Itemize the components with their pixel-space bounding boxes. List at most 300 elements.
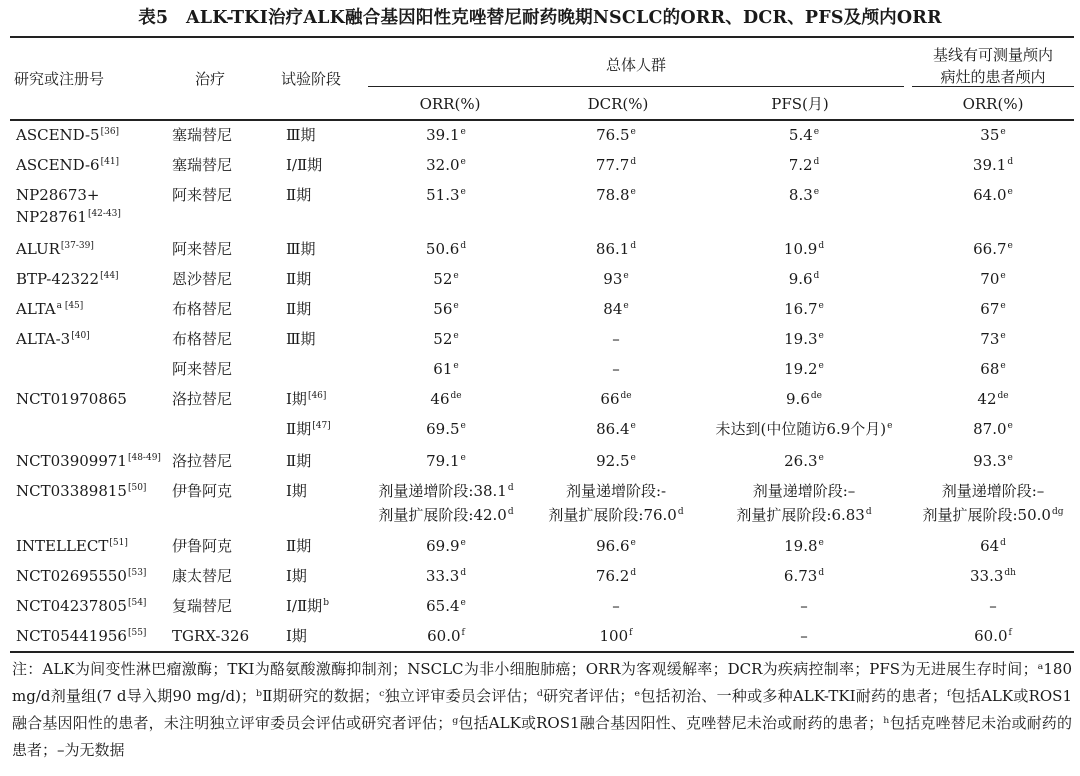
table-cell-dcr-footnote-mark: de xyxy=(620,391,632,401)
table-cell-drug-text: 塞瑞替尼 xyxy=(172,156,233,174)
table-cell-pfs-footnote-mark: e xyxy=(818,301,824,311)
table-cell-brain-footnote-mark: e xyxy=(1007,421,1013,431)
table-cell-drug-text: 恩沙替尼 xyxy=(172,270,233,288)
table-cell-study xyxy=(16,595,166,617)
table-cell-orr xyxy=(360,418,532,440)
table-cell-orr-footnote-mark: d xyxy=(507,483,514,493)
table-cell-study xyxy=(16,238,166,260)
table-cell-brain-text: 39.1 xyxy=(972,156,1007,174)
table-cell-study-footnote-mark: [44] xyxy=(100,271,119,281)
table-cell-pfs-footnote-mark: d xyxy=(813,157,820,167)
table-cell-phase-text: Ⅱ期 xyxy=(286,537,312,555)
table-cell-study-footnote-mark: [36] xyxy=(100,127,120,137)
table-cell-orr xyxy=(360,625,532,647)
table-cell-study xyxy=(16,450,166,472)
bottom-rule xyxy=(10,651,1074,653)
table-cell-phase-text: Ⅰ/Ⅱ期 xyxy=(286,156,323,174)
table-cell-study-footnote-mark: [53] xyxy=(127,568,147,578)
table-cell-dcr xyxy=(530,298,702,320)
table-cell-phase-footnote-mark: [47] xyxy=(312,421,331,431)
table-cell-dcr-line2 xyxy=(530,504,702,526)
table-cell-phase-text: Ⅱ期 xyxy=(286,300,312,318)
table-cell-orr-text: 61 xyxy=(433,360,453,378)
table-cell-dcr-text: 76.2 xyxy=(595,567,630,585)
table-cell-pfs-text: 6.73 xyxy=(783,567,818,585)
table-cell-dcr-text: 96.6 xyxy=(596,537,630,555)
table-cell-study-text: ALUR xyxy=(16,240,60,258)
table-cell-pfs xyxy=(700,535,908,557)
table-cell-brain-footnote-mark: e xyxy=(1000,271,1006,281)
header-dcr: DCR(%) xyxy=(587,95,649,113)
table-cell-study-footnote-mark: [48-49] xyxy=(127,453,161,463)
table-cell-brain-text: – xyxy=(989,597,997,615)
table-cell-brain xyxy=(908,625,1078,647)
table-cell-dcr-text: – xyxy=(612,360,620,378)
table-cell-study xyxy=(16,328,166,350)
table-cell-pfs-footnote-mark: de xyxy=(810,391,822,401)
table-cell-pfs-footnote-mark: e xyxy=(887,421,893,431)
table-cell-brain-text: 64 xyxy=(980,537,1000,555)
table-cell-study xyxy=(16,298,166,320)
table-cell-dcr-footnote-mark: d xyxy=(630,157,637,167)
table-cell-brain xyxy=(908,450,1078,472)
table-cell-drug-text: 康太替尼 xyxy=(172,567,233,585)
table-cell-pfs-text: 9.6 xyxy=(786,390,810,408)
table-cell-pfs-footnote-mark: e xyxy=(813,187,820,197)
table-cell-brain-text: 70 xyxy=(980,270,1000,288)
table-cell-drug xyxy=(172,298,252,320)
table-cell-dcr xyxy=(530,450,702,472)
header-brain-line2: 病灶的患者颅内 xyxy=(940,68,1046,86)
table-cell-brain-footnote-mark: d xyxy=(1000,538,1006,548)
table-cell-brain-text: 93.3 xyxy=(973,452,1007,470)
table-cell-dcr-text: – xyxy=(612,597,620,615)
table-cell-pfs-text: 19.3 xyxy=(784,330,818,348)
table-cell-study-text: NCT05441956 xyxy=(16,627,127,645)
table-cell-drug xyxy=(172,124,252,146)
table-cell-brain-footnote-mark: e xyxy=(1000,331,1006,341)
table-cell-phase-text: Ⅲ期 xyxy=(286,126,316,144)
table-cell-brain-footnote-mark: dh xyxy=(1004,568,1016,578)
table-cell-pfs-text: 7.2 xyxy=(788,156,813,174)
table-cell-orr xyxy=(360,298,532,320)
table-cell-dcr-footnote-mark: e xyxy=(630,187,636,197)
table-cell-drug-text: 伊鲁阿克 xyxy=(172,537,233,555)
table-cell-brain-text: 33.3 xyxy=(970,567,1004,585)
table-cell-brain-footnote-mark: de xyxy=(997,391,1009,401)
table-cell-drug-text: 洛拉替尼 xyxy=(172,390,233,408)
table-cell-brain-text: 42 xyxy=(977,390,997,408)
table-cell-drug xyxy=(172,328,252,350)
table-cell-brain xyxy=(908,124,1078,146)
table-cell-orr xyxy=(360,268,532,290)
table-cell-dcr-footnote-mark: e xyxy=(623,271,629,281)
table-cell-study-text: BTP-42322 xyxy=(16,270,100,288)
table-cell-study-text: NCT04237805 xyxy=(16,597,127,615)
table-cell-phase-text: Ⅰ/Ⅱ期 xyxy=(286,597,323,615)
table-cell-orr-footnote-mark: e xyxy=(460,421,466,431)
table-cell-study-footnote-mark: [40] xyxy=(71,331,90,341)
table-cell-pfs-footnote-mark: d xyxy=(818,241,825,251)
table-cell-pfs-text: 19.8 xyxy=(784,537,818,555)
table-cell-pfs-line2-text: 剂量扩展阶段:6.83 xyxy=(736,506,865,524)
table-cell-phase-text: Ⅱ期 xyxy=(286,270,312,288)
table-cell-brain xyxy=(908,418,1078,440)
table-cell-phase-text: Ⅰ期 xyxy=(286,567,307,585)
table-cell-brain xyxy=(908,298,1078,320)
table-cell-dcr xyxy=(530,328,702,350)
table-cell-orr-text: 65.4 xyxy=(426,597,460,615)
table-cell-dcr-text: 93 xyxy=(603,270,623,288)
table-cell-brain-text: 68 xyxy=(980,360,1000,378)
table-cell-pfs xyxy=(700,388,908,410)
table-cell-study xyxy=(16,625,166,647)
table-cell-study-text: ASCEND-5 xyxy=(16,126,100,144)
table-cell-drug xyxy=(172,450,252,472)
table-cell-phase-text: Ⅱ期 xyxy=(286,420,312,438)
table-cell-dcr-footnote-mark: f xyxy=(629,628,633,638)
table-cell-orr xyxy=(360,358,532,380)
table-cell-pfs-text: 8.3 xyxy=(788,186,813,204)
table-cell-orr-line2 xyxy=(360,504,532,526)
table-cell-dcr-text: 92.5 xyxy=(596,452,630,470)
table-cell-study-text: NP28673+ xyxy=(16,186,100,204)
table-cell-phase-text: Ⅲ期 xyxy=(286,240,316,258)
table-cell-dcr xyxy=(530,184,702,206)
table-cell-dcr xyxy=(530,358,702,380)
table-cell-orr-text: 69.9 xyxy=(426,537,460,555)
header-rule xyxy=(10,119,1074,121)
header-overall: 总体人群 xyxy=(605,56,666,74)
table-cell-dcr-footnote-mark: d xyxy=(630,241,637,251)
table-cell-drug-text: 布格替尼 xyxy=(172,300,233,318)
table-cell-phase-text: Ⅰ期 xyxy=(286,482,307,500)
table-cell-orr-text: 52 xyxy=(433,270,453,288)
table-cell-orr xyxy=(360,480,532,502)
table-cell-pfs xyxy=(700,154,908,176)
table-cell-brain-text: 73 xyxy=(980,330,1000,348)
table-cell-drug xyxy=(172,268,252,290)
table-cell-drug-text: 布格替尼 xyxy=(172,330,233,348)
table-cell-pfs xyxy=(700,298,908,320)
table-cell-drug xyxy=(172,184,252,206)
table-cell-study-line2-footnote-mark: [42-43] xyxy=(87,209,121,219)
table-cell-study-line2-text: NP28761 xyxy=(16,208,87,226)
table-cell-brain-text: 66.7 xyxy=(973,240,1007,258)
table-cell-dcr xyxy=(530,388,702,410)
table-cell-pfs-text: 未达到(中位随访6.9个月) xyxy=(715,420,887,438)
table-cell-orr-text: 60.0 xyxy=(427,627,461,645)
table-cell-brain-footnote-mark: e xyxy=(1007,241,1013,251)
table-cell-brain xyxy=(908,595,1078,617)
table-cell-dcr-footnote-mark: e xyxy=(630,421,636,431)
table-cell-study-text: NCT03909971 xyxy=(16,452,127,470)
table-cell-phase-text: Ⅰ期 xyxy=(286,627,307,645)
table-cell-brain-text: 60.0 xyxy=(974,627,1008,645)
table-cell-drug xyxy=(172,358,252,380)
table-cell-study-text: ASCEND-6 xyxy=(16,156,100,174)
header-orr: ORR(%) xyxy=(419,95,481,113)
table-cell-brain-text: 35 xyxy=(980,126,1000,144)
table-cell-study xyxy=(16,480,166,502)
table-cell-study-text: NCT03389815 xyxy=(16,482,127,500)
table-cell-orr-text: 46 xyxy=(430,390,450,408)
table-cell-orr-footnote-mark: d xyxy=(460,568,467,578)
table-cell-orr-footnote-mark: e xyxy=(460,598,466,608)
table-cell-phase-footnote-mark: [46] xyxy=(307,391,327,401)
table-cell-drug-text: TGRX-326 xyxy=(172,627,250,645)
table-cell-pfs xyxy=(700,328,908,350)
table-cell-pfs-text: – xyxy=(800,627,808,645)
table-cell-brain-footnote-mark: e xyxy=(1000,301,1006,311)
table-cell-orr-text: 剂量递增阶段:38.1 xyxy=(378,482,507,500)
table-cell-pfs xyxy=(700,625,908,647)
table-cell-drug-text: 洛拉替尼 xyxy=(172,452,233,470)
header-pfs: PFS(月) xyxy=(771,95,829,113)
table-cell-orr-text: 56 xyxy=(433,300,453,318)
table-cell-drug xyxy=(172,388,252,410)
table-cell-orr-text: 52 xyxy=(433,330,453,348)
table-cell-pfs xyxy=(700,238,908,260)
table-cell-pfs xyxy=(700,565,908,587)
table-cell-study xyxy=(16,388,166,410)
table-cell-dcr-footnote-mark: e xyxy=(630,127,636,137)
table-cell-brain xyxy=(908,268,1078,290)
table-cell-pfs xyxy=(700,595,908,617)
table-cell-brain-text: 剂量递增阶段:– xyxy=(941,482,1045,500)
table-cell-brain xyxy=(908,565,1078,587)
table-notes: 注：ALK为间变性淋巴瘤激酶；TKI为酪氨酸激酶抑制剂；NSCLC为非小细胞肺癌；ORR为客观缓解率；DCR为疾病控制率；PFS为无进展生存时间；ᵃ180 mg/d剂量组(7 d导入期90 mg/d)；ᵇⅡ期研究的数据；ᶜ独立评审委员会评估；ᵈ研究者评估；ᵉ包括初治、一种或多种ALK-TKI耐药的患者；ᶠ包括ALK或ROS1融合基因阳性的患者，未注明独立评审委员会评估或研究者评估；ᵍ包括ALK或ROS1融合基因阳性、克唑替尼未治或耐药的患者；ʰ包括克唑替尼未治或耐药的患者；–为无数据 xyxy=(12,660,1072,759)
table-cell-orr-footnote-mark: de xyxy=(450,391,462,401)
table-cell-pfs-line2-footnote-mark: d xyxy=(865,507,872,517)
table-cell-orr-footnote-mark: f xyxy=(461,628,465,638)
top-rule xyxy=(10,36,1074,38)
table-cell-brain-footnote-mark: e xyxy=(1000,361,1006,371)
table-cell-study-text: NCT02695550 xyxy=(16,567,127,585)
table-cell-brain-footnote-mark: e xyxy=(1007,187,1013,197)
table-cell-dcr xyxy=(530,480,702,502)
table-cell-dcr xyxy=(530,625,702,647)
table-cell-dcr xyxy=(530,565,702,587)
table-cell-study-text: ALTA xyxy=(16,300,56,318)
table-cell-dcr-text: 86.4 xyxy=(596,420,630,438)
table-cell-study xyxy=(16,565,166,587)
table-cell-pfs-text: 10.9 xyxy=(783,240,818,258)
table-cell-pfs xyxy=(700,358,908,380)
table-cell-study-footnote-mark: [54] xyxy=(127,598,147,608)
table-cell-dcr xyxy=(530,154,702,176)
table-cell-orr xyxy=(360,565,532,587)
table-cell-dcr-footnote-mark: e xyxy=(623,301,629,311)
table-cell-drug-text: 伊鲁阿克 xyxy=(172,482,233,500)
table-cell-pfs-text: 16.7 xyxy=(784,300,818,318)
table-cell-brain xyxy=(908,388,1078,410)
table-cell-orr xyxy=(360,328,532,350)
table-cell-pfs-footnote-mark: d xyxy=(818,568,825,578)
table-cell-pfs-line2 xyxy=(700,504,908,526)
table-cell-orr-footnote-mark: e xyxy=(460,187,466,197)
table-cell-dcr-line2-footnote-mark: d xyxy=(677,507,684,517)
table-cell-orr-text: 69.5 xyxy=(426,420,460,438)
table-cell-orr-footnote-mark: e xyxy=(460,453,466,463)
table-cell-drug xyxy=(172,238,252,260)
table-cell-study-footnote-mark: a [45] xyxy=(56,301,84,311)
table-cell-study-footnote-mark: [50] xyxy=(127,483,147,493)
table-cell-orr-text: 51.3 xyxy=(426,186,460,204)
table-cell-drug-text: 阿来替尼 xyxy=(172,360,233,378)
table-cell-drug xyxy=(172,535,252,557)
table-cell-dcr-footnote-mark: d xyxy=(630,568,637,578)
header-brain-line1: 基线有可测量颅内 xyxy=(932,46,1053,64)
table-cell-brain xyxy=(908,184,1078,206)
table-cell-pfs-text: 9.6 xyxy=(788,270,813,288)
table-cell-pfs-footnote-mark: e xyxy=(818,453,824,463)
table-cell-orr-text: 50.6 xyxy=(425,240,460,258)
table-cell-pfs-footnote-mark: e xyxy=(818,538,824,548)
table-cell-pfs-footnote-mark: e xyxy=(818,331,824,341)
header-treatment: 治疗 xyxy=(194,70,225,88)
table-cell-study-line2 xyxy=(16,206,166,228)
table-cell-dcr-text: 76.5 xyxy=(596,126,630,144)
table-cell-orr-text: 32.0 xyxy=(426,156,460,174)
table-cell-study-footnote-mark: [37-39] xyxy=(60,241,94,251)
table-cell-brain xyxy=(908,238,1078,260)
table-cell-drug-text: 塞瑞替尼 xyxy=(172,126,233,144)
table-cell-orr-footnote-mark: e xyxy=(453,331,459,341)
table-cell-brain-line2-footnote-mark: dg xyxy=(1051,507,1064,517)
table-cell-drug xyxy=(172,565,252,587)
table-cell-orr xyxy=(360,184,532,206)
table-cell-orr-text: 33.3 xyxy=(425,567,460,585)
table-cell-brain-line2 xyxy=(908,504,1078,526)
header-brain-orr: ORR(%) xyxy=(962,95,1024,113)
table-cell-dcr xyxy=(530,268,702,290)
table-cell-dcr-line2-text: 剂量扩展阶段:76.0 xyxy=(548,506,677,524)
table-cell-dcr-footnote-mark: e xyxy=(630,453,636,463)
table-cell-brain-footnote-mark: e xyxy=(1000,127,1006,137)
table-cell-study xyxy=(16,268,166,290)
table-cell-pfs xyxy=(700,268,908,290)
table-cell-orr xyxy=(360,238,532,260)
table-cell-orr-footnote-mark: e xyxy=(453,361,459,371)
table-cell-dcr xyxy=(530,535,702,557)
table-cell-drug xyxy=(172,480,252,502)
table-cell-study-footnote-mark: [51] xyxy=(109,538,128,548)
table-cell-brain xyxy=(908,358,1078,380)
table-cell-study-footnote-mark: [55] xyxy=(127,628,147,638)
table-cell-brain-line2-text: 剂量扩展阶段:50.0 xyxy=(922,506,1051,524)
table-cell-dcr-text: 66 xyxy=(600,390,620,408)
table-cell-pfs-text: 剂量递增阶段:– xyxy=(752,482,856,500)
table-cell-dcr-text: 84 xyxy=(603,300,623,318)
table-cell-drug xyxy=(172,625,252,647)
table-cell-orr-footnote-mark: e xyxy=(460,538,466,548)
table-cell-study xyxy=(16,124,166,146)
table-cell-pfs-footnote-mark: e xyxy=(813,127,820,137)
table-cell-dcr-footnote-mark: e xyxy=(630,538,636,548)
table-cell-pfs-footnote-mark: e xyxy=(818,361,824,371)
table-cell-drug xyxy=(172,154,252,176)
table-cell-orr-line2-text: 剂量扩展阶段:42.0 xyxy=(378,506,507,524)
table-cell-orr xyxy=(360,535,532,557)
header-phase: 试验阶段 xyxy=(280,70,341,88)
table-cell-pfs-text: 26.3 xyxy=(784,452,818,470)
table-cell-drug-text: 阿来替尼 xyxy=(172,186,233,204)
table-cell-pfs-footnote-mark: d xyxy=(813,271,820,281)
table-cell-brain xyxy=(908,480,1078,502)
table-cell-brain xyxy=(908,328,1078,350)
table-cell-phase-text: Ⅱ期 xyxy=(286,452,312,470)
table-cell-brain xyxy=(908,535,1078,557)
table-cell-orr xyxy=(360,124,532,146)
table-cell-orr-line2-footnote-mark: d xyxy=(507,507,514,517)
table-cell-pfs xyxy=(700,184,908,206)
table-cell-orr xyxy=(360,388,532,410)
table-cell-orr-footnote-mark: d xyxy=(460,241,467,251)
table-cell-brain-footnote-mark: e xyxy=(1007,453,1013,463)
table-cell-dcr-text: – xyxy=(612,330,620,348)
table-cell-pfs xyxy=(700,480,908,502)
table-cell-orr-footnote-mark: e xyxy=(453,301,459,311)
table-cell-dcr xyxy=(530,595,702,617)
table-cell-orr-footnote-mark: e xyxy=(460,127,466,137)
table-cell-brain-text: 67 xyxy=(980,300,1000,318)
table-cell-phase-footnote-mark: b xyxy=(323,598,329,608)
table-cell-orr xyxy=(360,595,532,617)
table-cell-dcr-text: 剂量递增阶段:- xyxy=(565,482,667,500)
table-cell-pfs xyxy=(700,450,908,472)
table-cell-orr xyxy=(360,154,532,176)
table-cell-phase-text: Ⅲ期 xyxy=(286,330,316,348)
table-cell-brain-footnote-mark: f xyxy=(1008,628,1012,638)
table-cell-pfs-text: 5.4 xyxy=(788,126,813,144)
table-cell-dcr xyxy=(530,238,702,260)
table-cell-study xyxy=(16,535,166,557)
table-cell-brain xyxy=(908,154,1078,176)
table-cell-orr xyxy=(360,450,532,472)
table-cell-orr-text: 79.1 xyxy=(426,452,460,470)
table-cell-pfs-text: – xyxy=(800,597,808,615)
header-study: 研究或注册号 xyxy=(14,70,105,88)
table-title: 表5 ALK-TKI治疗ALK融合基因阳性克唑替尼耐药晚期NSCLC的ORR、DCR、PFS及颅内ORR xyxy=(138,8,942,28)
table-cell-orr-text: 39.1 xyxy=(426,126,460,144)
table-cell-study-text: ALTA-3 xyxy=(16,330,71,348)
table-cell-dcr xyxy=(530,418,702,440)
table-cell-brain-footnote-mark: d xyxy=(1007,157,1014,167)
table-cell-phase-text: Ⅰ期 xyxy=(286,390,307,408)
table-cell-orr-footnote-mark: e xyxy=(460,157,466,167)
table-cell-dcr-text: 100 xyxy=(599,627,629,645)
table-cell-study xyxy=(16,154,166,176)
table-cell-drug-text: 阿来替尼 xyxy=(172,240,233,258)
table-cell-dcr-text: 78.8 xyxy=(596,186,630,204)
table-cell-drug xyxy=(172,595,252,617)
table-cell-dcr-text: 86.1 xyxy=(595,240,630,258)
table-cell-study-text: INTELLECT xyxy=(16,537,109,555)
table-cell-orr-footnote-mark: e xyxy=(453,271,459,281)
table-cell-study-footnote-mark: [41] xyxy=(100,157,120,167)
table-cell-phase-text: Ⅱ期 xyxy=(286,186,312,204)
header-subrule-overall xyxy=(368,86,904,87)
table-cell-study-text: NCT01970865 xyxy=(16,390,127,408)
table-cell-study xyxy=(16,184,166,206)
table-cell-pfs xyxy=(700,418,908,440)
table-cell-drug-text: 复瑞替尼 xyxy=(172,597,233,615)
table-cell-brain-text: 87.0 xyxy=(973,420,1007,438)
table-cell-pfs xyxy=(700,124,908,146)
table-cell-dcr-text: 77.7 xyxy=(595,156,630,174)
table-cell-pfs-text: 19.2 xyxy=(784,360,818,378)
